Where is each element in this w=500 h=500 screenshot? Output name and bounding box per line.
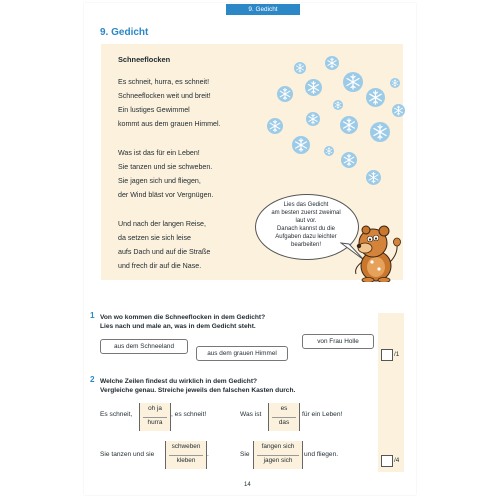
choice-box [139, 403, 171, 431]
snowflake-icon [366, 170, 381, 185]
snowflake-icon [343, 72, 363, 92]
snowflake-icon [392, 104, 405, 117]
choice-divider [169, 455, 203, 456]
poem-line: da setzen sie sich leise [118, 234, 191, 242]
poem-line: kommt aus dem grauen Himmel. [118, 120, 221, 128]
sentence-end: . [207, 451, 209, 458]
snowflake-icon [325, 56, 339, 70]
task-instruction-line: Von wo kommen die Schneeflocken in dem Gedicht? [100, 314, 266, 321]
poem-line: der Wind bläst vor Vergnügen. [118, 191, 214, 199]
poem-line: Es schneit, hurra, es schneit! [118, 78, 210, 86]
snowflake-icon [294, 62, 306, 74]
speech-bubble-line: Aufgaben dazu leichter [275, 234, 337, 241]
snowflake-icon [267, 118, 283, 134]
chapter-title: 9. Gedicht [100, 27, 149, 38]
answer-option[interactable]: aus dem Schneeland [100, 339, 188, 354]
choice-option[interactable]: oh ja [148, 405, 162, 412]
score-label: /4 [394, 457, 400, 464]
poem-line: aufs Dach und auf die Straße [118, 248, 211, 256]
score-box[interactable] [381, 349, 393, 361]
snowflake-icon [306, 112, 320, 126]
sentence-end: für ein Leben! [302, 411, 343, 418]
chapter-tab: 9. Gedicht [226, 4, 300, 15]
score-column [378, 313, 404, 472]
poem-line: Ein lustiges Gewimmel [118, 106, 190, 114]
choice-option[interactable]: hurra [147, 419, 163, 426]
choice-option[interactable]: kleben [176, 457, 196, 464]
choice-divider [257, 455, 299, 456]
poem-line: Sie tanzen und sie schweben. [118, 163, 213, 171]
poem-line: Sie jagen sich und fliegen, [118, 177, 201, 185]
snowflake-icon [324, 146, 334, 156]
task-instruction-line: Vergleiche genau. Streiche jeweils den falschen Kasten durch. [100, 387, 296, 394]
task-number: 2 [90, 375, 95, 384]
sentence-start: Sie [240, 451, 250, 458]
choice-box [253, 441, 303, 469]
snowflake-icon [366, 88, 385, 107]
speech-bubble-text [258, 201, 354, 250]
choice-option[interactable]: es [280, 405, 288, 412]
snowflake-icon [340, 116, 358, 134]
choice-divider [143, 417, 167, 418]
speech-bubble-line: laut vor. [295, 218, 317, 225]
snowflake-icon [333, 100, 343, 110]
choice-option[interactable]: fangen sich [261, 443, 295, 450]
poem-title: Schneeflocken [118, 55, 171, 64]
task-instruction-line: Welche Zeilen findest du wirklich in dem Gedicht? [100, 378, 258, 385]
snowflake-icon [370, 122, 390, 142]
page-number: 14 [244, 482, 251, 488]
poem-line: Schneeflocken weit und breit! [118, 92, 211, 100]
sentence-end: , es schneit! [171, 411, 207, 418]
speech-bubble-line: am besten zuerst zweimal [271, 210, 341, 217]
choice-divider [272, 417, 296, 418]
snowflake-icon [305, 79, 322, 96]
speech-bubble-line: bearbeiten! [290, 242, 322, 249]
task-number: 1 [90, 311, 95, 320]
task-instruction [100, 313, 265, 331]
sentence-start: Sie tanzen und sie [100, 451, 155, 458]
answer-option[interactable]: von Frau Holle [302, 334, 374, 349]
choice-option[interactable]: das [278, 419, 290, 426]
task-instruction [100, 377, 295, 395]
answer-option[interactable]: aus dem grauen Himmel [196, 346, 288, 361]
speech-bubble-line: Lies das Gedicht [283, 202, 329, 208]
sentence-start: Es schneit, [100, 411, 133, 418]
poem-line: Und nach der langen Reise, [118, 220, 206, 228]
speech-bubble-line: Danach kannst du die [276, 226, 336, 233]
choice-box [165, 441, 207, 469]
score-box[interactable] [381, 455, 393, 467]
choice-option[interactable]: schweben [171, 443, 201, 450]
choice-box [268, 403, 300, 431]
snowflake-icon [390, 78, 400, 88]
poem-line: und frech dir auf die Nase. [118, 262, 202, 270]
snowflake-icon [341, 152, 357, 168]
sentence-start: Was ist [240, 411, 262, 418]
snowflake-icon [292, 136, 310, 154]
poem-line: Was ist das für ein Leben! [118, 149, 200, 157]
task-instruction-line: Lies nach und male an, was in dem Gedicht steht. [100, 323, 256, 330]
sentence-end: und fliegen. [304, 451, 339, 458]
snowflake-icon [277, 86, 293, 102]
score-label: /1 [394, 351, 400, 358]
bear-mascot-illustration [350, 222, 406, 282]
choice-option[interactable]: jagen sich [263, 457, 293, 464]
